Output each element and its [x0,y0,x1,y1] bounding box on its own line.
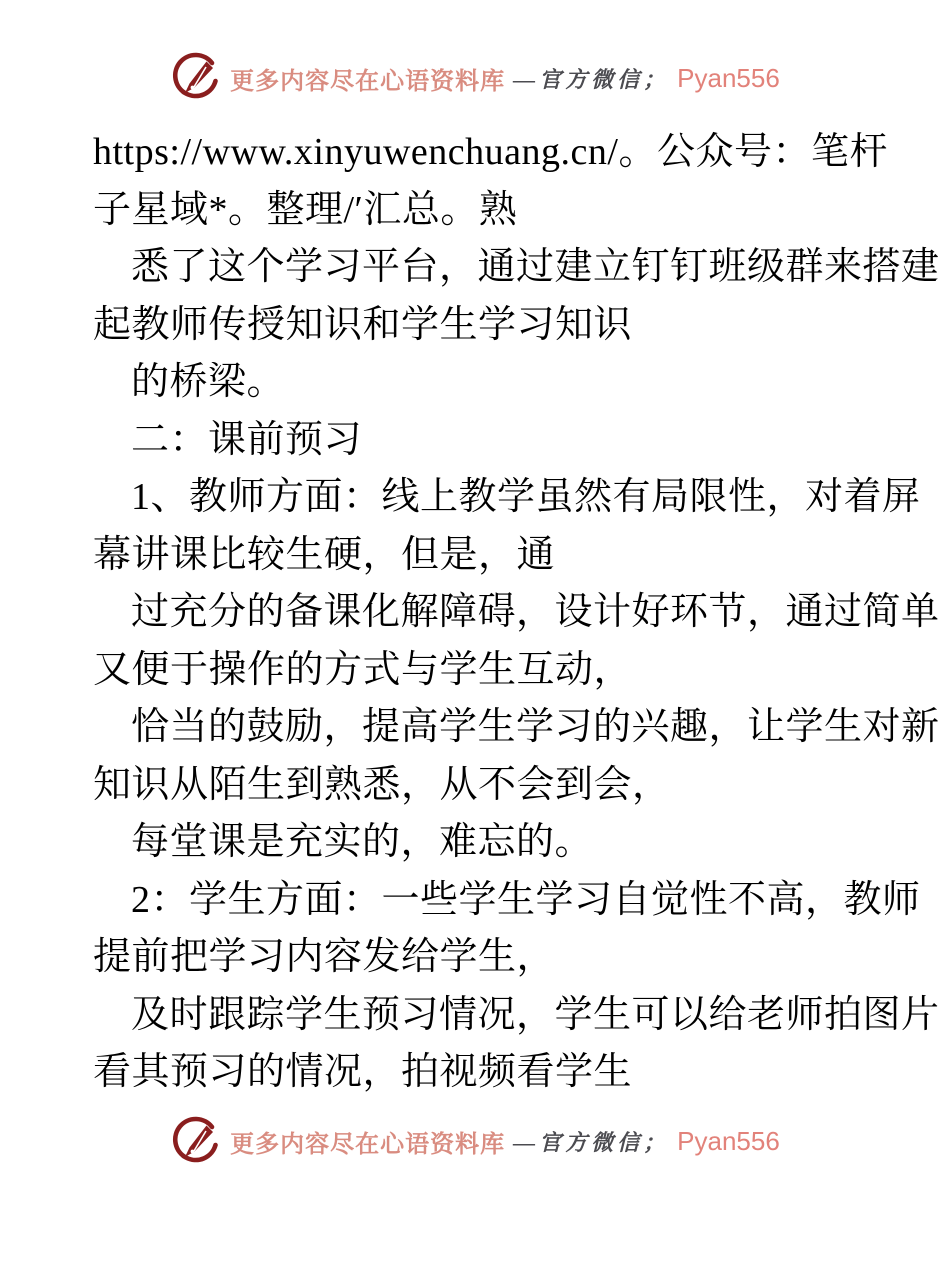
brand-text: 更多内容尽在心语资料库 [230,68,506,95]
document-body [93,124,940,1102]
text-line: 起教师传授知识和学生学习知识 [93,303,633,346]
text-line: 看其预习的情况，拍视频看学生 [93,1051,633,1093]
wechat-label: —官方微信； [513,1130,670,1155]
brand-text: 更多内容尽在心语资料库 [230,1132,506,1158]
watermark-header [0,50,950,106]
text-line: https://www.xinyuwenchuang.cn/。公众号：笔杆 [93,131,888,173]
text-line: 二：课前预习 [131,418,363,461]
wechat-id: Pyan556 [677,62,780,93]
text-line: 及时跟踪学生预习情况，学生可以给老师拍图片 [131,993,940,1036]
text-line: 的桥梁。 [131,361,286,403]
text-line: 悉了这个学习平台，通过建立钉钉班级群来搭建 [131,246,940,288]
watermark-footer [0,1114,950,1170]
pen-swirl-logo-icon [170,52,222,104]
pen-swirl-logo-icon [170,1116,222,1168]
text-line: 每堂课是充实的，难忘的。 [131,821,594,863]
text-line: 知识从陌生到熟悉，从不会到会， [93,763,671,806]
wechat-id: Pyan556 [677,1126,780,1156]
text-line: 过充分的备课化解障碍，设计好环节，通过简单 [131,591,940,633]
text-line: 提前把学习内容发给学生， [93,936,556,978]
text-line: 1、教师方面：线上教学虽然有局限性，对着屏 [131,476,921,518]
text-line: 又便于操作的方式与学生互动， [93,648,633,691]
wechat-label: —官方微信； [513,66,670,92]
text-line: 幕讲课比较生硬，但是，通 [93,533,556,576]
text-line: 子星域*。整理/′汇总。熟 [93,188,518,231]
text-line: 2：学生方面：一些学生学习自觉性不高，教师 [131,878,921,921]
text-line: 恰当的鼓励，提高学生学习的兴趣，让学生对新 [131,706,940,748]
